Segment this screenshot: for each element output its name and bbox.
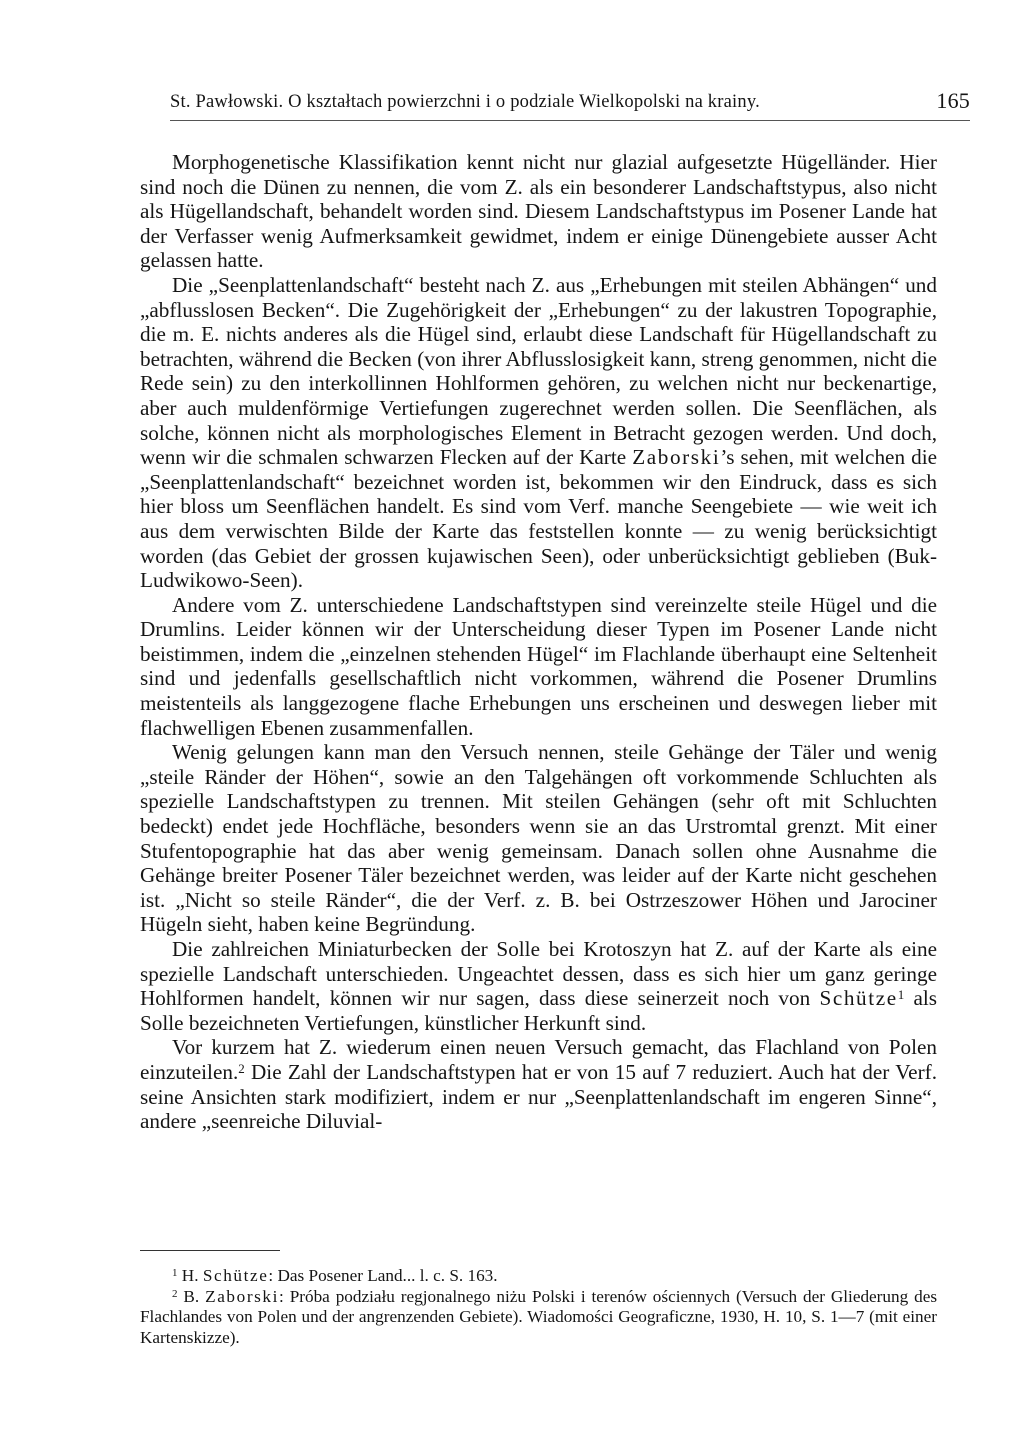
paragraph-6-text: Vor kurzem hat Z. wiederum einen neuen Versuch gemacht, das Flachland von Polen einzuteilen. <box>140 1035 937 1084</box>
header-rule <box>170 120 970 121</box>
paragraph-5-text: Die zahlreichen Miniaturbecken der Solle bei Krotoszyn hat Z. auf der Karte als eine spezielle Landschaft unterschieden. Ungeachtet dessen, dass es sich hier um ganz geringe Hohlformen handelt, können wir nur sagen, dass diese seinerzeit noch von <box>140 937 937 1011</box>
footnote-1 <box>140 1266 937 1287</box>
footnote-2-author: Zaborski <box>205 1286 280 1306</box>
paragraph-2 <box>140 273 937 593</box>
author-name-zaborski: Zaborski <box>632 445 721 470</box>
body-text <box>140 150 937 1134</box>
paragraph-2-text-b: ’s sehen, mit welchen die „Seenplattenlandschaft“ bezeichnet worden ist, bekommen wir den Eindruck, dass es sich hier bloss um Seenflächen handelt. Es sind vom Verf. manche Seengebiete — wie weit ich aus dem verwischten Bilde der Karte das feststellen konnte — zu wenig berücksichtigt worden (das Gebiet der grossen kujawischen Seen), oder unberücksichtigt geblieben (Buk-Ludwikowo-Seen). <box>140 445 937 593</box>
paragraph-1: Morphogenetische Klassifikation kennt nicht nur glazial aufgesetzte Hügelländer. Hier sind noch die Dünen zu nennen, die vom Z. als ein besonderer Landschaftstypus, also nicht als Hügellandschaft, behandelt worden sind. Diesem Landschaftstypus im Posener Lande hat der Verfasser wenig Aufmerksamkeit gewidmet, indem er einige Dünengebiete ausser Acht gelassen hatte. <box>140 150 937 273</box>
page-number: 165 <box>936 88 970 113</box>
footnotes <box>140 1266 937 1348</box>
footnote-2-text: : Próba podziału regjonalnego niżu Polski i terenów ościennych (Versuch der Gliederung des Flachlandes von Polen und der angrenzenden Gebiete). Wiadomości Geograficzne, 1930, H. 10, S. 1—7 (mit einer Kartenskizze). <box>140 1286 938 1347</box>
running-title: St. Pawłowski. O kształtach powierzchni i o podziale Wielkopolski na krainy. <box>170 92 760 112</box>
footnote-rule <box>140 1250 280 1251</box>
paragraph-6 <box>140 1035 937 1133</box>
footnote-ref-1: 1 <box>897 987 905 1003</box>
paragraph-6-text-b: Die Zahl der Landschaftstypen hat er von 15 auf 7 reduziert. Auch hat der Verf. seine Ansichten stark modifiziert, indem er nur „Seenplattenlandschaft im engeren Sinne“, andere „seenreiche Diluvial- <box>140 1059 937 1134</box>
paragraph-5 <box>140 937 937 1035</box>
footnote-ref-2: 2 <box>238 1060 245 1076</box>
paragraph-2-text: Die „Seenplattenlandschaft“ besteht nach Z. aus „Erhebungen mit steilen Abhängen“ und „abflusslosen Becken“. Die Zugehörigkeit der „Erhebungen“ zu der lakustren Topographie, die m. E. nichts anderes als die Hügel sind, erlaubt diese Landschaft für Hügellandschaft zu betrachten, während die Becken (von ihrer Abflusslosigkeit kann, streng genommen, nicht die Rede sein) zu den interkollinnen Hohlformen gehören, zu welchen nicht nur beckenartige, aber auch muldenförmige Vertiefungen zugerechnet werden sollen. Die Seenflächen, als solche, können nicht als morphologisches Element in Betracht gezogen werden. Und doch, wenn wir die schmalen schwarzen Flecken auf der Karte <box>140 272 937 470</box>
footnote-1-mark: 1 <box>172 1267 178 1279</box>
running-head <box>170 86 970 122</box>
paragraph-5-text-b: als Solle bezeichneten Vertiefungen, künstlicher Herkunft sind. <box>140 986 937 1035</box>
paragraph-3: Andere vom Z. unterschiedene Landschaftstypen sind vereinzelte steile Hügel und die Drumlins. Leider können wir der Unterscheidung dieser Typen im Posener Lande nicht beistimmen, indem die „einzelnen stehenden Hügel“ im Flachlande überhaupt eine Seltenheit sind und jedenfalls gesellschaftlich nicht vorkommen, während die Posener Drumlins meistenteils als langgezogene flache Erhebungen uns erscheinen und deswegen lieber mit flachwelligen Ebenen zusammenfallen. <box>140 592 937 740</box>
footnote-2-initial: B. <box>183 1286 200 1306</box>
author-name-schuetze: Schütze <box>819 986 898 1011</box>
footnote-1-initial: H. <box>181 1266 199 1285</box>
footnote-1-text: : Das Posener Land... l. c. S. 163. <box>268 1266 498 1285</box>
footnote-2 <box>140 1287 937 1349</box>
footnote-1-author: Schütze <box>202 1266 269 1285</box>
paragraph-4: Wenig gelungen kann man den Versuch nennen, steile Gehänge der Täler und wenig „steile Ränder der Höhen“, sowie an den Talgehängen oft vorkommende Schluchten als spezielle Landschaftstypen zu trennen. Mit steilen Gehängen (sehr oft mit Schluchten bedeckt) endet jede Hochfläche, besonders wenn sie an das Urstromtal grenzt. Mit einer Stufentopographie hat das aber wenig gemeinsam. Danach sollen ohne Ausnahme die Gehänge breiter Posener Täler bezeichnet werden, was leider auf der Karte nicht geschehen ist. „Nicht so steile Ränder“, die der Verf. z. B. bei Ostrzeszower Höhen und Jarociner Hügeln sieht, haben keine Begründung. <box>140 740 937 937</box>
footnote-2-mark: 2 <box>172 1287 178 1300</box>
